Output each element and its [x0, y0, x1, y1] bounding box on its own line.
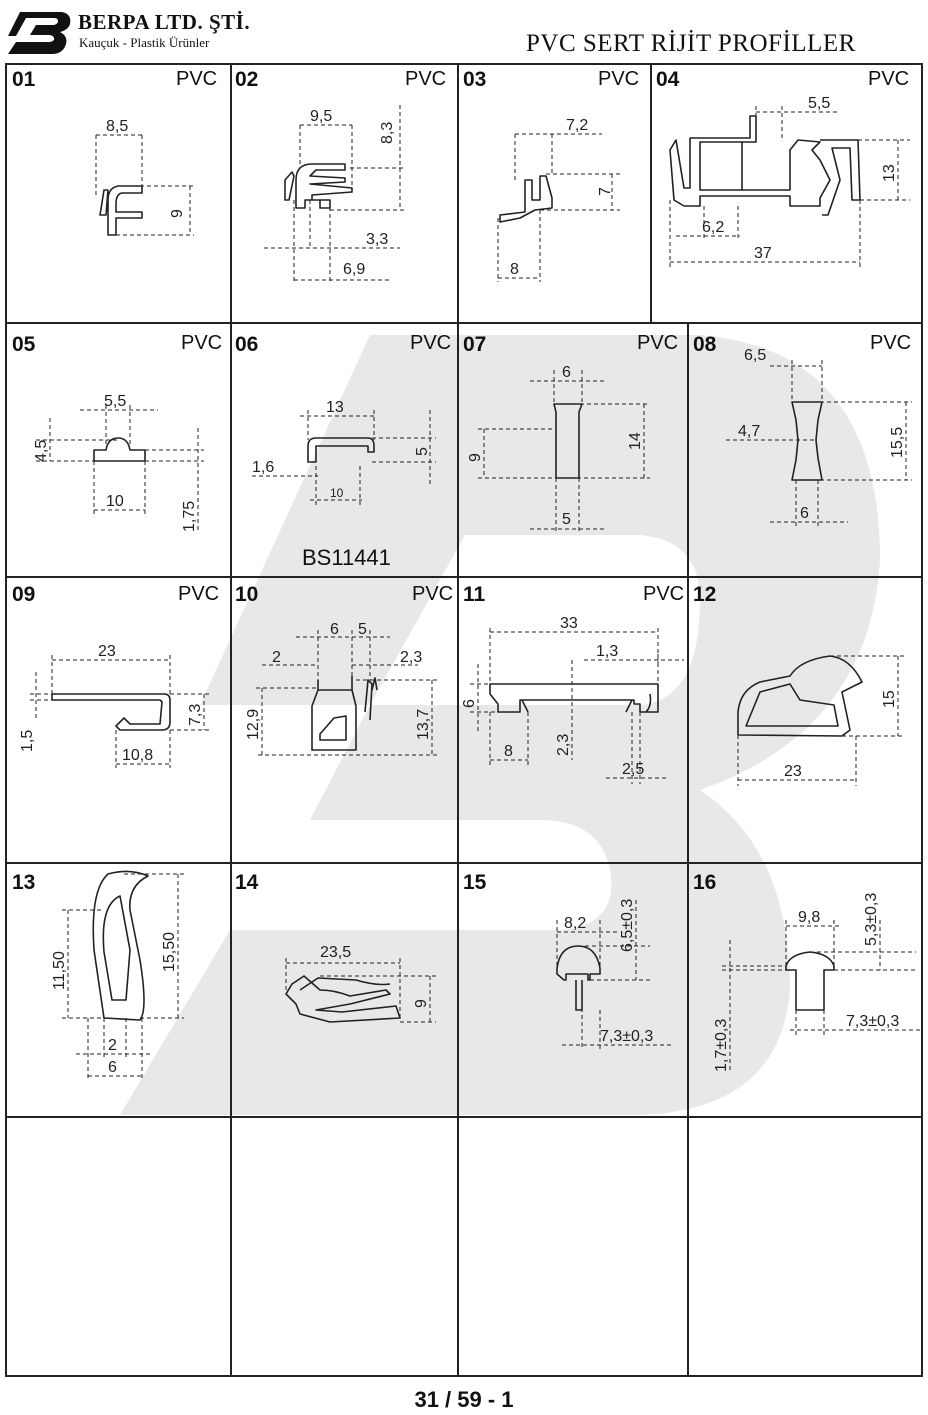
- dim-14-a: 23,5: [320, 944, 352, 961]
- profile-no-06: 06: [235, 333, 259, 356]
- dim-12-b: 23: [784, 763, 802, 780]
- dim-13-a: 11,50: [51, 951, 68, 990]
- standard-label: BS11441: [302, 545, 391, 570]
- profile-material-05: PVC: [181, 332, 223, 354]
- dim-05-d: 1,75: [181, 500, 198, 532]
- profile-shape-06: [308, 438, 374, 462]
- profile-no-05: 05: [12, 333, 36, 356]
- profile-shape-12: [738, 656, 862, 736]
- profile-shape-01: [100, 186, 142, 235]
- profile-material-02: PVC: [405, 68, 447, 90]
- profile-shape-15: [557, 946, 600, 1010]
- profile-no-03: 03: [463, 68, 487, 91]
- company-name: BERPA LTD. ŞTİ.: [78, 10, 251, 34]
- profile-material-06: PVC: [410, 332, 452, 354]
- dim-11-f: 2,5: [622, 761, 645, 778]
- profile-no-01: 01: [12, 68, 36, 91]
- dim-10-b: 5: [358, 621, 367, 638]
- dim-16-d: 7,3±0,3: [846, 1013, 900, 1030]
- profile-shape-05: [94, 438, 145, 461]
- dim-16-c: 1,7±0,3: [713, 1018, 730, 1072]
- dim-14-b: 9: [413, 999, 430, 1008]
- dim-03-c: 8: [510, 261, 519, 278]
- dim-08-d: 6: [800, 505, 809, 522]
- dim-09-d: 10,8: [122, 747, 154, 764]
- dim-10-e: 12,9: [245, 708, 262, 740]
- dim-13-b: 15,50: [161, 931, 178, 972]
- dim-05-a: 5,5: [104, 393, 127, 410]
- profile-shape-16: [786, 952, 834, 1010]
- profile-no-04: 04: [656, 68, 680, 91]
- dim-06-b: 5: [414, 447, 431, 456]
- dim-09-a: 23: [98, 643, 116, 660]
- dim-07-b: 9: [467, 453, 484, 462]
- dim-11-e: 8: [504, 743, 513, 760]
- page-title: PVC SERT RİJİT PROFİLLER: [526, 30, 856, 57]
- dim-15-c: 7,3±0,3: [600, 1028, 654, 1045]
- dim-07-a: 6: [562, 364, 571, 381]
- dim-11-a: 33: [560, 615, 578, 632]
- profile-no-14: 14: [235, 871, 259, 894]
- profile-shape-02: [285, 164, 352, 208]
- profile-shape-03: [500, 176, 552, 222]
- profile-material-07: PVC: [637, 332, 679, 354]
- profile-no-08: 08: [693, 333, 717, 356]
- profile-no-16: 16: [693, 871, 717, 894]
- dim-15-a: 8,2: [564, 915, 587, 932]
- dim-05-b: 4,5: [33, 439, 50, 462]
- dim-12-a: 15: [881, 690, 898, 708]
- dim-11-c: 6: [461, 699, 478, 708]
- dim-01-b: 9: [169, 209, 186, 218]
- dim-06-c: 1,6: [252, 459, 275, 476]
- dim-05-c: 10: [106, 493, 124, 510]
- dim-08-b: 4,7: [738, 423, 761, 440]
- dim-02-c: 3,3: [366, 231, 389, 248]
- profile-material-03: PVC: [598, 68, 640, 90]
- profile-no-15: 15: [463, 871, 487, 894]
- dim-16-a: 9,8: [798, 909, 821, 926]
- profile-no-13: 13: [12, 871, 36, 894]
- dim-11-b: 1,3: [596, 643, 619, 660]
- dim-10-a: 6: [330, 621, 339, 638]
- profile-no-11: 11: [463, 583, 486, 606]
- dim-13-c: 2: [108, 1037, 117, 1054]
- dim-03-b: 7: [597, 187, 614, 196]
- dim-07-d: 5: [562, 511, 571, 528]
- profile-no-02: 02: [235, 68, 259, 91]
- dim-15-b: 6,5±0,3: [619, 898, 636, 952]
- dim-04-c: 6,2: [702, 219, 725, 236]
- dim-02-a: 9,5: [310, 108, 333, 125]
- profile-material-04: PVC: [868, 68, 910, 90]
- profile-shape-08: [792, 402, 822, 480]
- dim-07-c: 14: [627, 432, 644, 450]
- dim-16-b: 5,3±0,3: [863, 892, 880, 946]
- profile-shape-04: [670, 116, 860, 215]
- dim-08-c: 15,5: [889, 426, 906, 458]
- page-number: 31 / 59 - 1: [414, 1387, 514, 1412]
- dim-06-d: 10: [330, 486, 344, 500]
- dim-04-b: 13: [881, 164, 898, 182]
- profile-no-09: 09: [12, 583, 36, 606]
- profile-shape-14: [286, 976, 400, 1022]
- dim-06-a: 13: [326, 399, 344, 416]
- dim-08-a: 6,5: [744, 347, 767, 364]
- profile-shape-09: [52, 694, 170, 730]
- dim-10-f: 13,7: [415, 708, 432, 740]
- profile-material-09: PVC: [178, 583, 220, 605]
- profile-material-10: PVC: [412, 583, 454, 605]
- dim-11-d: 2,3: [555, 733, 572, 756]
- dim-01-a: 8,5: [106, 118, 129, 135]
- dim-13-d: 6: [108, 1059, 117, 1076]
- dim-10-c: 2: [272, 649, 281, 666]
- company-subtitle: Kauçuk - Plastik Ürünler: [79, 35, 210, 50]
- profile-shape-13: [93, 871, 148, 1020]
- dim-09-b: 1,5: [19, 729, 36, 752]
- dim-04-a: 5,5: [808, 95, 831, 112]
- profile-no-07: 07: [463, 333, 487, 356]
- dim-09-c: 7,3: [187, 703, 204, 726]
- profile-shape-10: [312, 676, 377, 750]
- profile-material-01: PVC: [176, 68, 218, 90]
- profile-material-08: PVC: [870, 332, 912, 354]
- profile-shape-07: [554, 404, 582, 478]
- profile-material-11: PVC: [643, 583, 685, 605]
- dim-02-b: 8,3: [379, 121, 396, 144]
- profile-no-10: 10: [235, 583, 259, 606]
- dim-04-d: 37: [754, 245, 772, 262]
- dim-10-d: 2,3: [400, 649, 423, 666]
- profile-no-12: 12: [693, 583, 717, 606]
- dim-03-a: 7,2: [566, 117, 589, 134]
- profile-shape-11: [490, 684, 658, 712]
- dim-02-d: 6,9: [343, 261, 366, 278]
